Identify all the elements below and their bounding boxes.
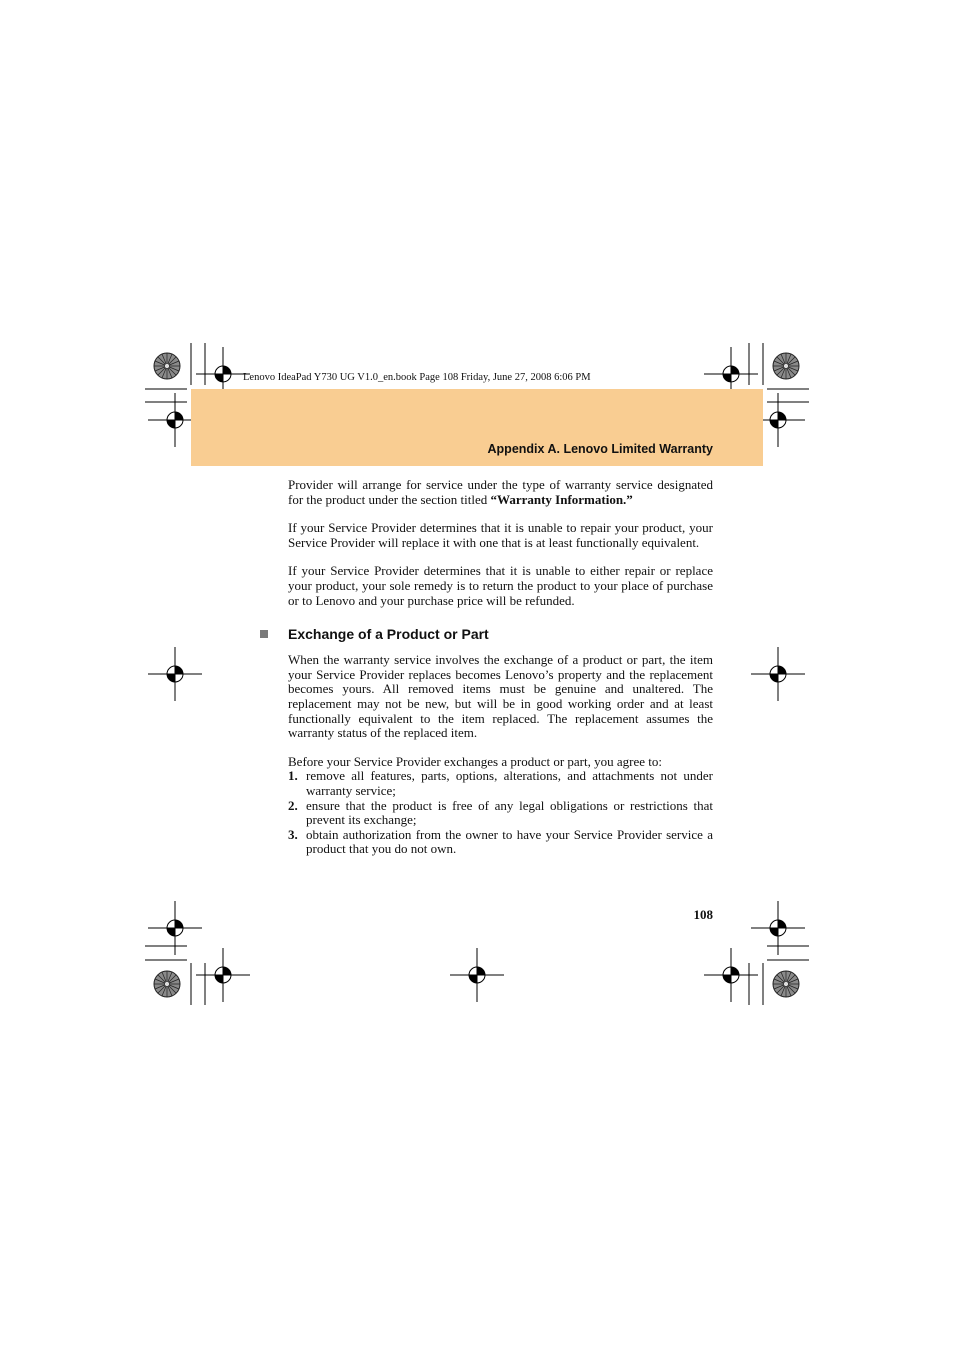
section-heading <box>288 626 713 642</box>
paragraph: When the warranty service involves the exchange of a product or part, the item your Service Provider replaces becomes Lenovo’s property and the replacement becomes yours. All removed items must be genuine and unaltered. The replacement may not be new, but will be in good working order and at least functionally equivalent to the item replaced. The replacement assumes the warranty status of the replaced item. <box>288 652 713 741</box>
section-reference: “Warranty Information.” <box>490 491 633 507</box>
page-number: 108 <box>693 907 713 922</box>
print-slug-line: Lenovo IdeaPad Y730 UG V1.0_en.book Page 108 Friday, June 27, 2008 6:06 PM <box>243 372 591 383</box>
square-bullet-icon <box>260 630 268 638</box>
list-item-text: ensure that the product is free of any legal obligations or restrictions that prevent its exchange; <box>306 797 713 828</box>
numbered-list <box>288 769 713 857</box>
chapter-title: Appendix A. Lenovo Limited Warranty <box>487 442 713 456</box>
list-item <box>288 799 713 828</box>
paragraph-text: Provider will arrange for service under the type of warranty service designated for the product under the section titled <box>288 477 713 507</box>
section-heading-text: Exchange of a Product or Part <box>288 626 489 643</box>
paragraph: If your Service Provider determines that it is unable to repair your product, your Service Provider will replace it with one that is at least functionally equivalent. <box>288 520 713 550</box>
list-item-text: obtain authorization from the owner to have your Service Provider service a product that you do not own. <box>306 826 713 857</box>
list-item-text: remove all features, parts, options, alterations, and attachments not under warranty service; <box>306 768 713 798</box>
list-item <box>288 828 713 857</box>
chapter-header-band <box>191 389 763 466</box>
list-item-number: 2. <box>288 797 298 813</box>
list-intro: Before your Service Provider exchanges a product or part, you agree to: <box>288 753 662 769</box>
paragraph: If your Service Provider determines that it is unable to either repair or replace your product, your sole remedy is to return the product to your place of purchase or to Lenovo and your purchase price will be refunded. <box>288 563 713 608</box>
list-item-number: 3. <box>288 826 298 842</box>
page-body <box>288 478 713 857</box>
paragraph <box>288 478 713 507</box>
list-item <box>288 769 713 798</box>
list-item-number: 1. <box>288 768 298 784</box>
